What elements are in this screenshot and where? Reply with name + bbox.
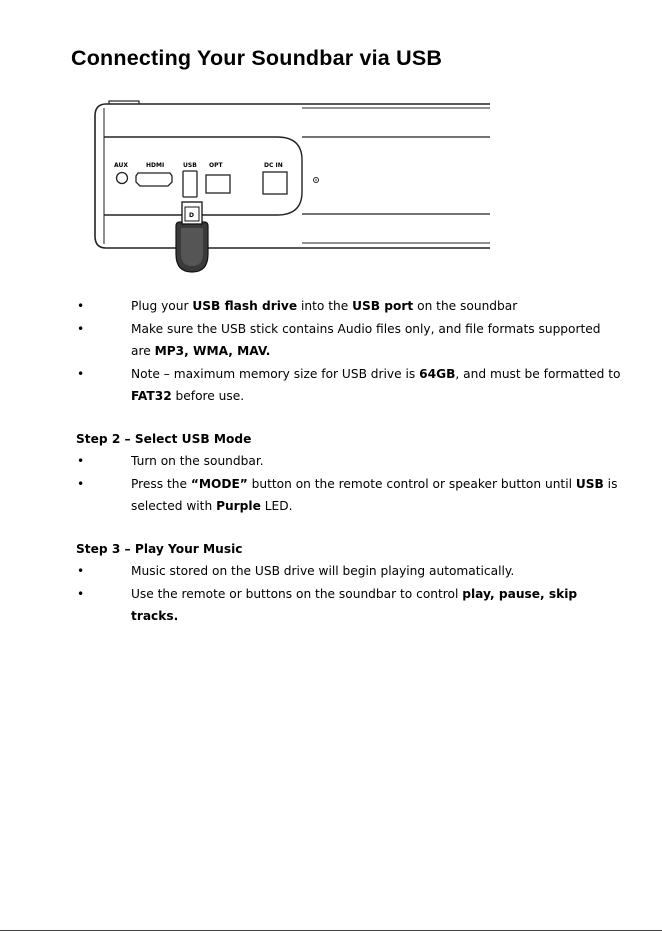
body-text: Music stored on the USB drive will begin playing automatically. — [131, 564, 515, 578]
usb-drive-mark: D — [189, 212, 194, 219]
emphasis-text: play, pause, skip tracks. — [131, 586, 578, 623]
body-text: on the soundbar — [413, 299, 518, 313]
soundbar-illustration — [92, 98, 492, 276]
step3-heading: Step 3 – Play Your Music — [76, 541, 243, 556]
step3-list — [0, 560, 662, 628]
emphasis-text: 64GB — [419, 366, 456, 381]
bullet-icon: • — [77, 564, 85, 578]
list-item — [0, 450, 662, 473]
soundbar-usb-diagram — [92, 98, 492, 276]
list-item — [0, 560, 662, 583]
list-item — [0, 473, 662, 518]
list-item — [0, 583, 662, 628]
instructions — [0, 295, 662, 628]
port-label-hdmi: HDMI — [146, 162, 165, 169]
bullet-icon: • — [77, 476, 85, 491]
list-item — [0, 295, 662, 318]
dc-in-port-icon — [263, 172, 287, 194]
optical-port-icon — [206, 175, 230, 193]
body-text: Make sure the USB stick contains Audio files only, and file formats supported are — [131, 321, 601, 358]
body-text: LED. — [260, 499, 293, 513]
bullet-text — [131, 322, 601, 359]
usb-port-icon — [183, 171, 197, 197]
emphasis-text: USB flash drive — [192, 299, 298, 313]
emphasis-text: “MODE” — [190, 476, 248, 491]
bullet-icon: • — [77, 366, 85, 381]
emphasis-text: FAT32 — [131, 389, 172, 403]
list-item — [0, 363, 662, 408]
body-text: is selected with — [131, 476, 618, 513]
bullet-icon: • — [77, 299, 85, 313]
port-label-usb: USB — [183, 162, 197, 169]
bullet-text — [131, 477, 617, 514]
bullet-text — [131, 564, 514, 578]
body-text: Note – maximum memory size for USB drive is — [131, 366, 420, 381]
body-text: before use. — [171, 389, 245, 403]
body-text: , and must be formatted to — [455, 366, 621, 381]
emphasis-text: Purple — [216, 499, 261, 513]
aux-port-icon — [117, 173, 128, 184]
step1-list — [0, 295, 662, 408]
body-text: Turn on the soundbar. — [131, 454, 264, 468]
bullet-icon: • — [77, 454, 85, 468]
body-text: button on the remote control or speaker button until — [247, 476, 576, 491]
bullet-icon: • — [77, 321, 85, 336]
page-title: Connecting Your Soundbar via USB — [71, 46, 443, 70]
port-label-opt: OPT — [209, 162, 223, 169]
body-text: Plug your — [131, 299, 193, 313]
emphasis-text: USB port — [352, 299, 414, 313]
bullet-text — [131, 587, 577, 624]
body-text: into the — [297, 299, 353, 313]
step2-heading: Step 2 – Select USB Mode — [76, 431, 252, 446]
emphasis-text: MP3, WMA, MAV. — [154, 344, 271, 358]
page-bottom-rule — [0, 930, 662, 931]
list-item — [0, 318, 662, 363]
bullet-text — [131, 367, 620, 404]
bullet-text — [131, 299, 517, 313]
port-label-dc-in: DC IN — [264, 162, 283, 169]
bullet-text — [131, 454, 264, 468]
bullet-icon: • — [77, 586, 85, 601]
step2-list — [0, 450, 662, 518]
emphasis-text: USB — [575, 476, 604, 491]
port-label-aux: AUX — [114, 162, 128, 169]
hdmi-port-icon — [136, 173, 172, 186]
body-text: Use the remote or buttons on the soundbar to control — [131, 586, 463, 601]
body-text: Press the — [131, 476, 191, 491]
